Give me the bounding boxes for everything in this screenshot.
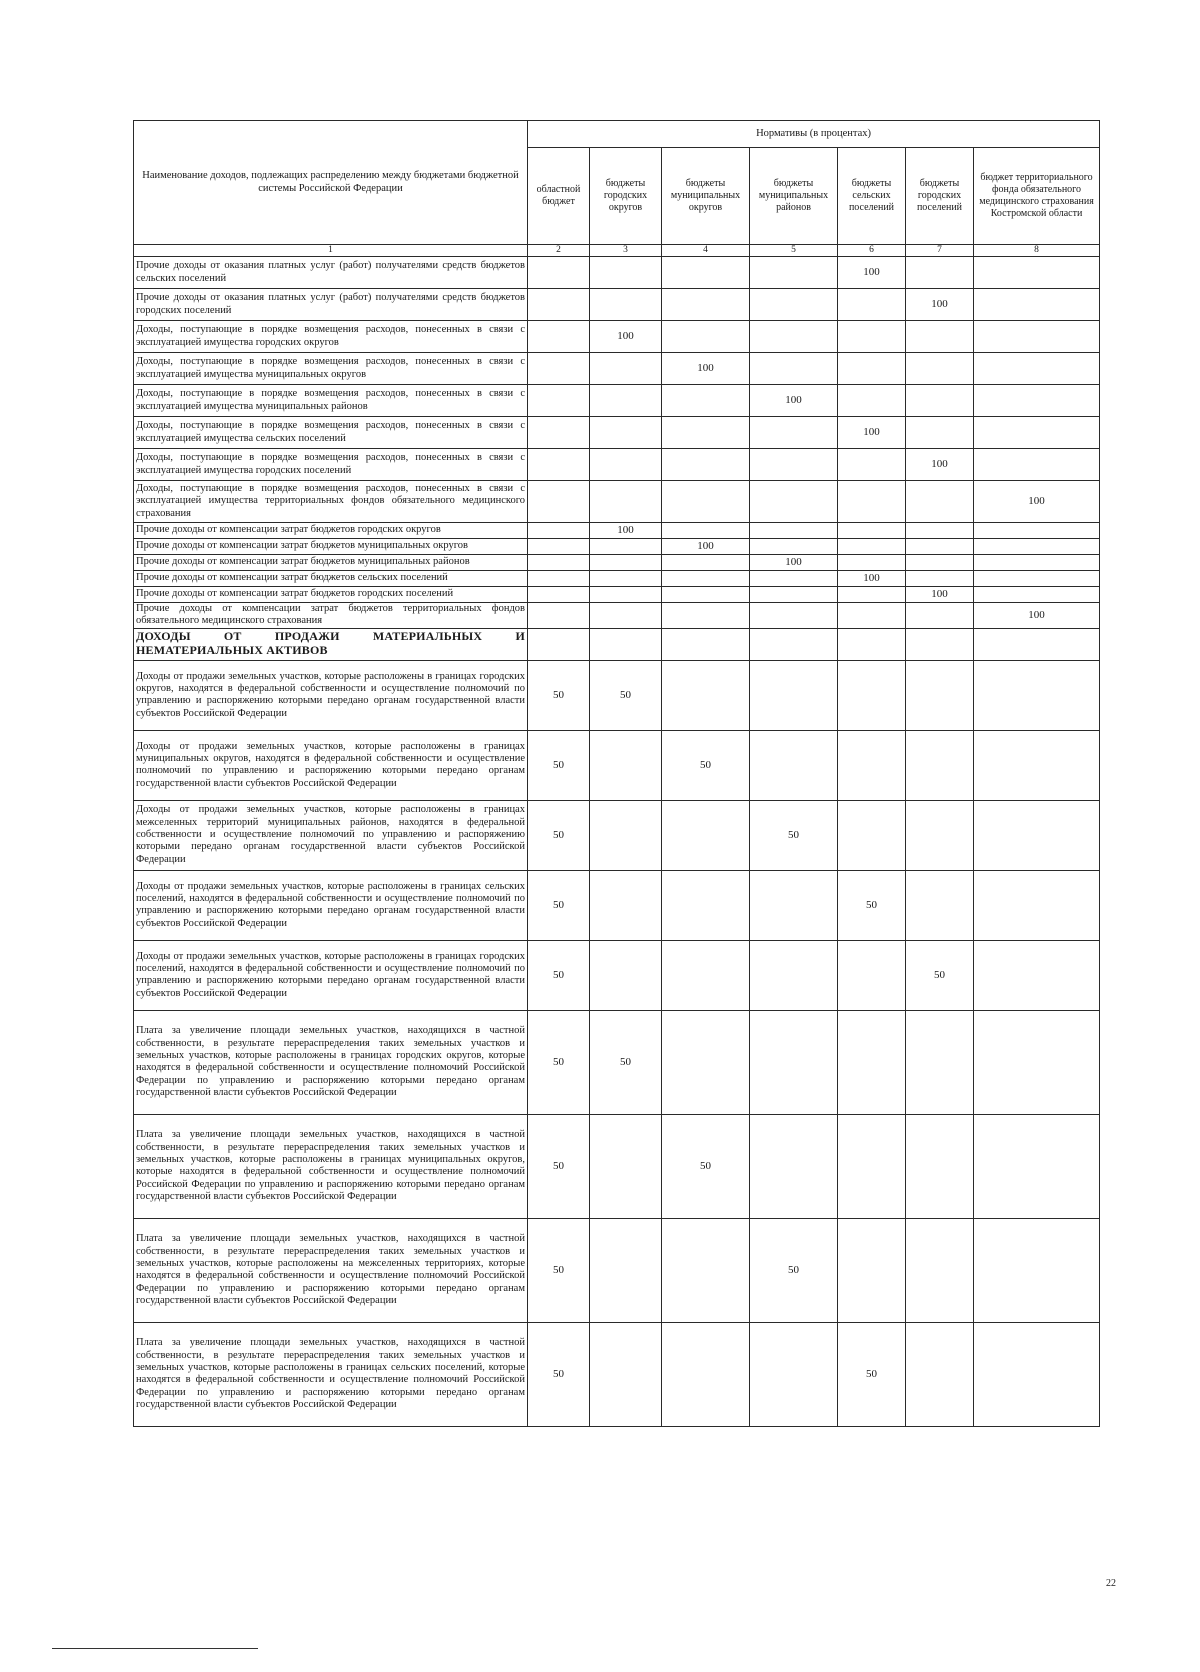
norm-value-cell (590, 481, 662, 523)
norm-value-cell: 50 (662, 730, 750, 800)
norm-value-cell (974, 523, 1100, 539)
norm-value-cell: 50 (838, 1322, 906, 1426)
norm-value-cell: 100 (906, 449, 974, 481)
norm-value-cell: 50 (528, 870, 590, 940)
revenue-name-cell: Прочие доходы от компенсации затрат бюджетов городских округов (134, 523, 528, 539)
norm-value-cell (750, 257, 838, 289)
table-row (134, 1010, 1100, 1114)
norm-value-cell (974, 628, 1100, 660)
norm-value-cell (974, 321, 1100, 353)
norm-value-cell (662, 870, 750, 940)
column-number: 2 (528, 245, 590, 257)
norm-value-cell: 50 (528, 1218, 590, 1322)
norm-value-cell (906, 321, 974, 353)
revenue-distribution-table (133, 120, 1100, 1427)
norm-value-cell (906, 870, 974, 940)
header-col-rural-settlements: бюджеты сельских поселений (838, 148, 906, 245)
table-row (134, 385, 1100, 417)
norm-value-cell: 50 (590, 660, 662, 730)
norm-value-cell (906, 257, 974, 289)
norm-value-cell (528, 321, 590, 353)
column-number: 6 (838, 245, 906, 257)
norm-value-cell: 100 (750, 385, 838, 417)
norm-value-cell (906, 417, 974, 449)
norm-value-cell (662, 257, 750, 289)
table-row (134, 481, 1100, 523)
footnote-rule (52, 1648, 258, 1649)
norm-value-cell (906, 628, 974, 660)
norm-value-cell: 50 (528, 800, 590, 870)
norm-value-cell: 100 (590, 321, 662, 353)
revenue-name-cell: Прочие доходы от компенсации затрат бюджетов городских поселений (134, 587, 528, 603)
norm-value-cell (662, 571, 750, 587)
norm-value-cell (662, 555, 750, 571)
norm-value-cell (974, 555, 1100, 571)
norm-value-cell (750, 571, 838, 587)
norm-value-cell (590, 289, 662, 321)
norm-value-cell (528, 603, 590, 629)
norm-value-cell (838, 353, 906, 385)
norm-value-cell (662, 660, 750, 730)
norm-value-cell (974, 1114, 1100, 1218)
header-col-urban-settlements: бюджеты городских поселений (906, 148, 974, 245)
norm-value-cell (528, 571, 590, 587)
header-col-regional: областной бюджет (528, 148, 590, 245)
norm-value-cell: 50 (750, 800, 838, 870)
norm-value-cell (662, 449, 750, 481)
table-row (134, 523, 1100, 539)
norm-value-cell (974, 353, 1100, 385)
norm-value-cell (838, 481, 906, 523)
revenue-name-cell: Прочие доходы от компенсации затрат бюджетов сельских поселений (134, 571, 528, 587)
table-row (134, 353, 1100, 385)
table-row (134, 603, 1100, 629)
norm-value-cell (750, 1114, 838, 1218)
norm-value-cell (662, 289, 750, 321)
norm-value-cell (528, 353, 590, 385)
norm-value-cell (974, 940, 1100, 1010)
norm-value-cell (906, 385, 974, 417)
norm-value-cell (528, 539, 590, 555)
table-row (134, 587, 1100, 603)
norm-value-cell (590, 385, 662, 417)
norm-value-cell (906, 1010, 974, 1114)
page-number: 22 (1106, 1578, 1116, 1589)
norm-value-cell (528, 555, 590, 571)
revenue-name-cell: Плата за увеличение площади земельных участков, находящихся в частной собственности, в результате перераспределения таких земельных участков и земельных участков, которые расположены в границах городских округов, которые находятся в федеральной собственности и осуществление полномочий Российской Федерации по управлению и распоряжению которыми передано органам государственной власти субъектов Российской Федерации (134, 1010, 528, 1114)
norm-value-cell (974, 289, 1100, 321)
norm-value-cell (750, 628, 838, 660)
norm-value-cell (838, 321, 906, 353)
column-number-row (134, 245, 1100, 257)
norm-value-cell: 50 (528, 1114, 590, 1218)
column-number: 5 (750, 245, 838, 257)
revenue-name-cell: Доходы, поступающие в порядке возмещения расходов, понесенных в связи с эксплуатацией имущества городских поселений (134, 449, 528, 481)
table-row (134, 870, 1100, 940)
norm-value-cell (750, 603, 838, 629)
norm-value-cell (750, 870, 838, 940)
revenue-name-cell: Доходы, поступающие в порядке возмещения расходов, понесенных в связи с эксплуатацией имущества территориальных фондов обязательного медицинского страхования (134, 481, 528, 523)
norm-value-cell: 50 (528, 660, 590, 730)
norm-value-cell (906, 800, 974, 870)
norm-value-cell (750, 449, 838, 481)
norm-value-cell (590, 1114, 662, 1218)
norm-value-cell (528, 628, 590, 660)
norm-value-cell (838, 940, 906, 1010)
norm-value-cell (750, 289, 838, 321)
norm-value-cell (590, 870, 662, 940)
norm-value-cell: 100 (662, 353, 750, 385)
norm-value-cell (662, 1322, 750, 1426)
norm-value-cell (974, 1218, 1100, 1322)
norm-value-cell (838, 1218, 906, 1322)
revenue-name-cell: Прочие доходы от компенсации затрат бюджетов территориальных фондов обязательного медицинского страхования (134, 603, 528, 629)
norm-value-cell (750, 417, 838, 449)
table-row (134, 628, 1100, 660)
revenue-name-cell: Плата за увеличение площади земельных участков, находящихся в частной собственности, в результате перераспределения таких земельных участков и земельных участков, которые расположены в границах сельских поселений, которые находятся в федеральной собственности и осуществление полномочий Российской Федерации по управлению и распоряжению которыми передано органам государственной власти субъектов Российской Федерации (134, 1322, 528, 1426)
norm-value-cell: 50 (528, 940, 590, 1010)
norm-value-cell (590, 730, 662, 800)
norm-value-cell (750, 940, 838, 1010)
norm-value-cell: 50 (528, 1322, 590, 1426)
norm-value-cell (974, 571, 1100, 587)
norm-value-cell: 50 (528, 1010, 590, 1114)
table-body (134, 257, 1100, 1427)
norm-value-cell (974, 257, 1100, 289)
norm-value-cell (750, 321, 838, 353)
norm-value-cell (906, 1322, 974, 1426)
norm-value-cell (662, 1218, 750, 1322)
norm-value-cell (838, 730, 906, 800)
header-col-municipal-regions: бюджеты муниципальных районов (750, 148, 838, 245)
norm-value-cell (590, 353, 662, 385)
norm-value-cell (590, 628, 662, 660)
norm-value-cell (974, 800, 1100, 870)
section-heading: ДОХОДЫ ОТ ПРОДАЖИ МАТЕРИАЛЬНЫХ И НЕМАТЕРИАЛЬНЫХ АКТИВОВ (134, 628, 528, 660)
norm-value-cell: 50 (906, 940, 974, 1010)
header-revenue-name: Наименование доходов, подлежащих распределению между бюджетами бюджетной системы Российской Федерации (134, 121, 528, 245)
norm-value-cell (590, 940, 662, 1010)
norm-value-cell (528, 449, 590, 481)
table-row (134, 321, 1100, 353)
norm-value-cell (974, 449, 1100, 481)
table-row (134, 289, 1100, 321)
norm-value-cell (662, 587, 750, 603)
norm-value-cell: 50 (838, 870, 906, 940)
norm-value-cell (590, 449, 662, 481)
norm-value-cell (838, 1114, 906, 1218)
revenue-name-cell: Доходы от продажи земельных участков, которые расположены в границах муниципальных округов, находятся в федеральной собственности и осуществление полномочий по управлению и распоряжению которыми передано органам государственной власти субъектов Российской Федерации (134, 730, 528, 800)
norm-value-cell (528, 587, 590, 603)
norm-value-cell (662, 417, 750, 449)
norm-value-cell: 100 (662, 539, 750, 555)
norm-value-cell (750, 660, 838, 730)
norm-value-cell (662, 523, 750, 539)
revenue-name-cell: Прочие доходы от оказания платных услуг (работ) получателями средств бюджетов городских поселений (134, 289, 528, 321)
norm-value-cell: 100 (974, 481, 1100, 523)
norm-value-cell (750, 481, 838, 523)
table-row (134, 800, 1100, 870)
norm-value-cell (750, 1322, 838, 1426)
norm-value-cell (662, 385, 750, 417)
norm-value-cell: 50 (662, 1114, 750, 1218)
column-number: 1 (134, 245, 528, 257)
revenue-name-cell: Доходы от продажи земельных участков, которые расположены в границах городских округов, находятся в федеральной собственности и осуществление полномочий по управлению и распоряжению которыми передано органам государственной власти субъектов Российской Федерации (134, 660, 528, 730)
norm-value-cell (750, 587, 838, 603)
norm-value-cell (838, 449, 906, 481)
norm-value-cell (974, 1010, 1100, 1114)
norm-value-cell (662, 321, 750, 353)
norm-value-cell (662, 800, 750, 870)
norm-value-cell: 100 (838, 257, 906, 289)
norm-value-cell (838, 523, 906, 539)
norm-value-cell: 50 (528, 730, 590, 800)
norm-value-cell (906, 660, 974, 730)
norm-value-cell (906, 571, 974, 587)
norm-value-cell (906, 539, 974, 555)
revenue-name-cell: Плата за увеличение площади земельных участков, находящихся в частной собственности, в результате перераспределения таких земельных участков и земельных участков, которые расположены в границах муниципальных округов, которые находятся в федеральной собственности и осуществление полномочий Российской Федерации по управлению и распоряжению которыми передано органам государственной власти субъектов Российской Федерации (134, 1114, 528, 1218)
table-row (134, 1218, 1100, 1322)
norm-value-cell (750, 539, 838, 555)
norm-value-cell (590, 417, 662, 449)
norm-value-cell (906, 353, 974, 385)
norm-value-cell (528, 523, 590, 539)
norm-value-cell (590, 800, 662, 870)
column-number: 3 (590, 245, 662, 257)
table-row (134, 660, 1100, 730)
revenue-name-cell: Доходы от продажи земельных участков, которые расположены в границах сельских поселений, находятся в федеральной собственности и осуществление полномочий по управлению и распоряжению которыми передано органам государственной власти субъектов Российской Федерации (134, 870, 528, 940)
norm-value-cell (750, 523, 838, 539)
norm-value-cell (974, 730, 1100, 800)
header-col-city-districts: бюджеты городских округов (590, 148, 662, 245)
norm-value-cell: 50 (590, 1010, 662, 1114)
norm-value-cell (974, 385, 1100, 417)
norm-value-cell (974, 539, 1100, 555)
table-row (134, 257, 1100, 289)
norm-value-cell: 100 (590, 523, 662, 539)
revenue-name-cell: Доходы от продажи земельных участков, которые расположены в границах городских поселений, находятся в федеральной собственности и осуществление полномочий по управлению и распоряжению которыми передано органам государственной власти субъектов Российской Федерации (134, 940, 528, 1010)
norm-value-cell (838, 800, 906, 870)
table-row (134, 940, 1100, 1010)
norm-value-cell (906, 603, 974, 629)
norm-value-cell: 50 (750, 1218, 838, 1322)
revenue-name-cell: Доходы, поступающие в порядке возмещения расходов, понесенных в связи с эксплуатацией имущества сельских поселений (134, 417, 528, 449)
norm-value-cell (590, 555, 662, 571)
norm-value-cell (590, 603, 662, 629)
table-row (134, 730, 1100, 800)
norm-value-cell (528, 417, 590, 449)
norm-value-cell (750, 1010, 838, 1114)
revenue-name-cell: Прочие доходы от компенсации затрат бюджетов муниципальных округов (134, 539, 528, 555)
table-row (134, 449, 1100, 481)
column-number: 8 (974, 245, 1100, 257)
table-header (134, 121, 1100, 257)
norm-value-cell (974, 870, 1100, 940)
revenue-name-cell: Доходы от продажи земельных участков, которые расположены в границах межселенных территорий муниципальных районов, находятся в федеральной собственности и осуществление полномочий по управлению и распоряжению которыми передано органам государственной власти субъектов Российской Федерации (134, 800, 528, 870)
norm-value-cell (838, 603, 906, 629)
norm-value-cell (662, 628, 750, 660)
norm-value-cell: 100 (974, 603, 1100, 629)
norm-value-cell: 100 (906, 587, 974, 603)
norm-value-cell (838, 555, 906, 571)
norm-value-cell (974, 1322, 1100, 1426)
norm-value-cell (974, 587, 1100, 603)
header-col-municipal-districts: бюджеты муниципальных округов (662, 148, 750, 245)
norm-value-cell (906, 1114, 974, 1218)
norm-value-cell (662, 940, 750, 1010)
table-row (134, 1322, 1100, 1426)
norm-value-cell (590, 539, 662, 555)
table-row (134, 571, 1100, 587)
norm-value-cell: 100 (750, 555, 838, 571)
revenue-name-cell: Доходы, поступающие в порядке возмещения расходов, понесенных в связи с эксплуатацией имущества муниципальных округов (134, 353, 528, 385)
norm-value-cell (662, 481, 750, 523)
header-norms: Нормативы (в процентах) (528, 121, 1100, 148)
norm-value-cell: 100 (838, 417, 906, 449)
norm-value-cell (528, 481, 590, 523)
norm-value-cell: 100 (906, 289, 974, 321)
norm-value-cell (590, 1218, 662, 1322)
revenue-name-cell: Прочие доходы от компенсации затрат бюджетов муниципальных районов (134, 555, 528, 571)
norm-value-cell (528, 257, 590, 289)
column-number: 4 (662, 245, 750, 257)
table-row (134, 539, 1100, 555)
revenue-name-cell: Доходы, поступающие в порядке возмещения расходов, понесенных в связи с эксплуатацией имущества муниципальных районов (134, 385, 528, 417)
norm-value-cell (528, 385, 590, 417)
norm-value-cell (750, 730, 838, 800)
column-number: 7 (906, 245, 974, 257)
norm-value-cell (838, 289, 906, 321)
norm-value-cell (838, 385, 906, 417)
revenue-name-cell: Плата за увеличение площади земельных участков, находящихся в частной собственности, в результате перераспределения таких земельных участков и земельных участков, которые расположены на межселенных территориях, которые находятся в федеральной собственности и осуществление полномочий Российской Федерации по управлению и распоряжению которыми передано органам государственной власти субъектов Российской Федерации (134, 1218, 528, 1322)
norm-value-cell (590, 257, 662, 289)
norm-value-cell (838, 539, 906, 555)
norm-value-cell (590, 587, 662, 603)
norm-value-cell (906, 1218, 974, 1322)
norm-value-cell (838, 660, 906, 730)
norm-value-cell: 100 (838, 571, 906, 587)
norm-value-cell (750, 353, 838, 385)
revenue-name-cell: Доходы, поступающие в порядке возмещения расходов, понесенных в связи с эксплуатацией имущества городских округов (134, 321, 528, 353)
norm-value-cell (906, 523, 974, 539)
table-row (134, 417, 1100, 449)
norm-value-cell (838, 1010, 906, 1114)
norm-value-cell (590, 571, 662, 587)
norm-value-cell (838, 628, 906, 660)
table-row (134, 555, 1100, 571)
norm-value-cell (906, 481, 974, 523)
table-row (134, 1114, 1100, 1218)
norm-value-cell (974, 417, 1100, 449)
norm-value-cell (838, 587, 906, 603)
norm-value-cell (974, 660, 1100, 730)
norm-value-cell (906, 555, 974, 571)
norm-value-cell (662, 1010, 750, 1114)
norm-value-cell (528, 289, 590, 321)
revenue-name-cell: Прочие доходы от оказания платных услуг (работ) получателями средств бюджетов сельских поселений (134, 257, 528, 289)
norm-value-cell (590, 1322, 662, 1426)
header-col-medical-fund: бюджет территориального фонда обязательного медицинского страхования Костромской области (974, 148, 1100, 245)
norm-value-cell (906, 730, 974, 800)
norm-value-cell (662, 603, 750, 629)
